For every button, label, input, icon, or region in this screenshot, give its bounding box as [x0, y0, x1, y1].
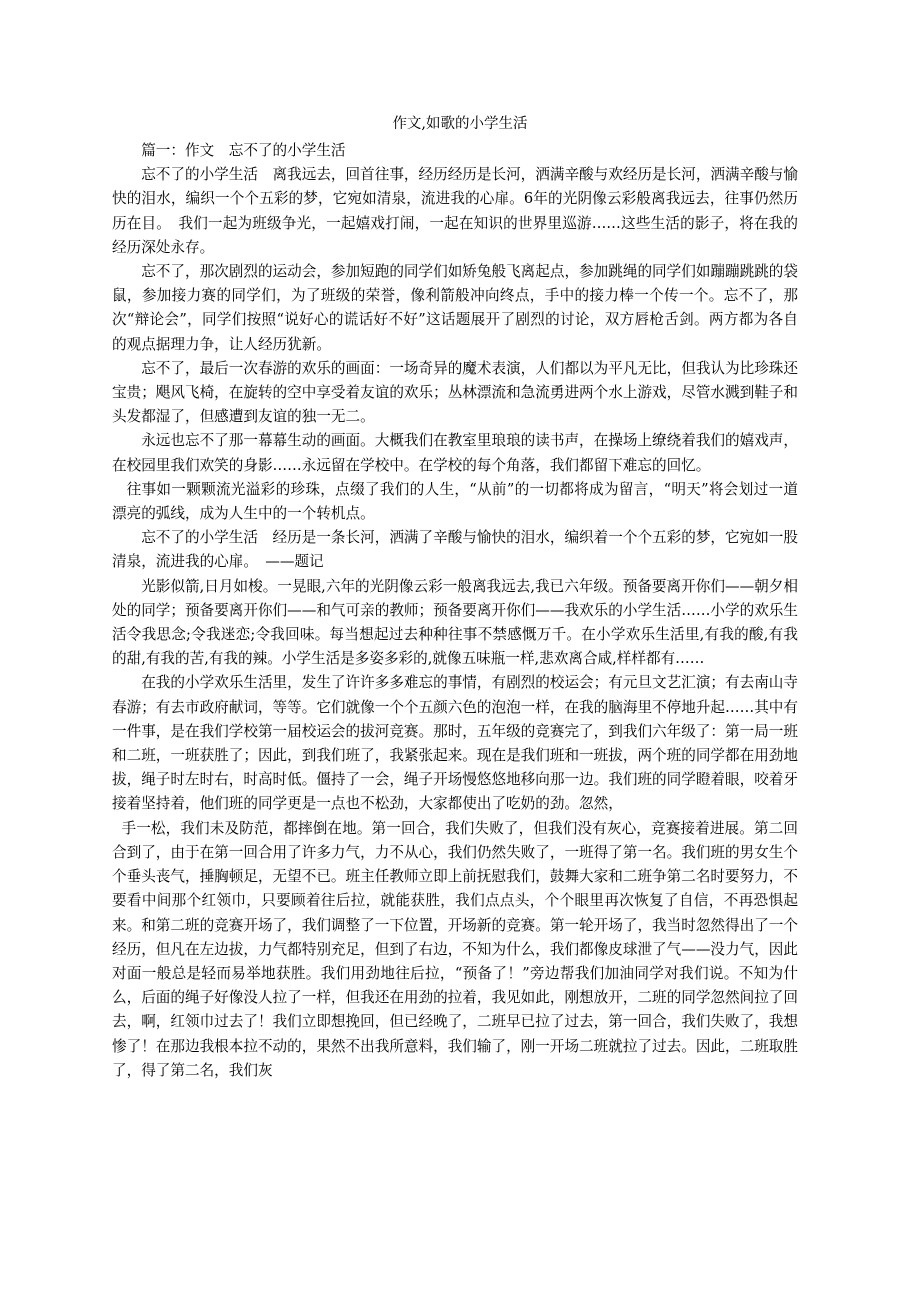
paragraph: 光影似箭,日月如梭。一晃眼,六年的光阴像云彩一般离我远去,我已六年级。预备要离开你们——朝夕相处的同学；预备要离开你们——和气可亲的教师；预备要离开你们——我欢乐的小学生活……小学的欢乐生活令我思念;令我迷恋;令我回味。每当想起过去种种往事不禁感慨万千。在小学欢乐生活里,有我的酸,有我的甜,有我的苦,有我的辣。小学生活是多姿多彩的,就像五味瓶一样,悲欢离合咸,样样都有……	[112, 577, 798, 668]
paragraph: 手一松，我们未及防范，都摔倒在地。第一回合，我们失败了，但我们没有灰心，竞赛接着进展。第二回合到了，由于在第一回合用了许多力气，力不从心，我们仍然失败了，一班得了第一名。我们班的男女生个个垂头丧气，捶胸顿足，无望不已。班主任教师立即上前抚慰我们，鼓舞大家和二班争第二名时要努力，不要看中间那个红领巾，只要顾着往后拉，就能获胜，我们点点头，个个眼里再次恢复了自信，不再恐惧起来。和第二班的竞赛开场了，我们调整了一下位置，开场新的竞赛。第一轮开场了，我当时忽然得出了一个经历，但凡在左边拔，力气都特别充足，但到了右边，不知为什么，我们都像皮球泄了气——没力气，因此对面一般总是轻而易举地获胜。我们用劲地往后拉，“预备了！”旁边帮我们加油同学对我们说。不知为什么，后面的绳子好像没人拉了一样，但我还在用劲的拉着，我见如此，刚想放开，二班的同学忽然间拉了回去，啊，红领巾过去了！我们立即想挽回，但已经晚了，二班早已拉了过去，第一回合，我们失败了，我想 惨了！在那边我根本拉不动的，果然不出我所意料，我们输了，刚一开场二班就拉了过去。因此，二班取胜了，得了第二名，我们灰	[112, 819, 798, 1079]
paragraph: 忘不了，最后一次春游的欢乐的画面：一场奇异的魔术表演，人们都以为平凡无比，但我认为比珍珠还宝贵；飓风飞椅，在旋转的空中享受着友谊的欢乐；丛林漂流和急流勇进两个水上游戏，尽管水溅到鞋子和头发都湿了，但感遭到友谊的独一无二。	[112, 359, 798, 426]
document-title: 作文,如歌的小学生活	[392, 116, 528, 132]
paragraph: 忘不了，那次剧烈的运动会，参加短跑的同学们如矫兔般飞离起点，参加跳绳的同学们如蹦蹦跳跳的袋鼠，参加接力赛的同学们，为了班级的荣誉，像利箭般冲向终点，手中的接力棒一个传一个。忘不了，那次“辩论会”，同学们按照“说好心的谎话好不好”这话题展开了剧烈的讨论，双方唇枪舌剑。两方都为各自的观点据理力争，让人经历犹新。	[112, 263, 798, 353]
paragraph: 忘不了的小学生活 经历是一条长河，洒满了辛酸与愉快的泪水，编织着一个个五彩的梦，它宛如一股清泉，流进我的心扉。 ——题记	[112, 529, 798, 571]
document-body	[112, 139, 798, 1083]
paragraph: 在我的小学欢乐生活里，发生了许许多多难忘的事情，有剧烈的校运会；有元旦文艺汇演；有去南山寺春游；有去市政府献词，等等。它们就像一个个五颜六色的泡泡一样，在我的脑海里不停地升起……其中有一件事，是在我们学校第一届校运会的拔河竞赛。那时，五年级的竞赛完了，到我们六年级了：第一局一班和二班，一班获胜了；因此，到我们班了，我紧张起来。现在是我们班和一班拔，两个班的同学都在用劲地拔，绳子时左时右，时高时低。僵持了一会，绳子开场慢悠悠地移向那一边。我们班的同学瞪着眼，咬着牙接着坚持着，他们班的同学更是一点也不松劲，大家都使出了吃奶的劲。忽然，	[112, 674, 798, 813]
paragraph: 忘不了的小学生活 离我远去，回首往事，经历经历是长河，洒满辛酸与欢经历是长河，洒满辛酸与愉快的泪水，编织一个个五彩的梦，它宛如清泉，流进我的心扉。6年的光阴像云彩般离我远去，往事仍然历历在目。 我们一起为班级争光，一起嬉戏打闹，一起在知识的世界里巡游……这些生活的影子，将在我的经历深处永存。	[112, 166, 798, 256]
paragraph: 往事如一颗颗流光溢彩的珍珠，点缀了我们的人生，“从前”的一切都将成为留言，“明天”将会划过一道漂亮的弧线，成为人生中的一个转机点。	[112, 480, 798, 523]
paragraph: 永远也忘不了那一幕幕生动的画面。大概我们在教室里琅琅的读书声，在操场上缭绕着我们的嬉戏声，在校园里我们欢笑的身影……永远留在学校中。在学校的每个角落，我们都留下难忘的回忆。	[112, 432, 798, 474]
section-heading: 篇一：作文 忘不了的小学生活	[141, 142, 346, 159]
